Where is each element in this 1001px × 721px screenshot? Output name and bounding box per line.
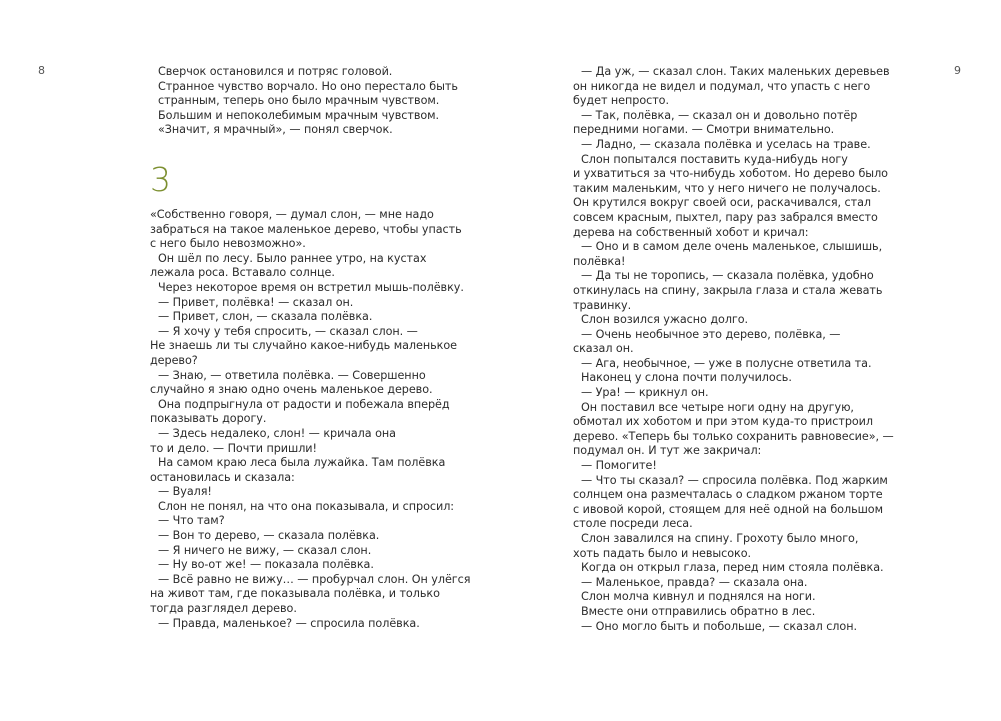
text-line: таким маленьким, что у него ничего не получалось. bbox=[573, 181, 881, 195]
text-line: Он шёл по лесу. Было раннее утро, на кустах bbox=[158, 251, 427, 265]
text-line: — Что ты сказал? — спросила полёвка. Под жарким bbox=[581, 473, 888, 487]
right-column-paragraphs bbox=[573, 65, 894, 634]
text-line: — Привет, слон, — сказала полёвка. bbox=[158, 310, 373, 324]
text-line: травинку. bbox=[573, 298, 632, 312]
text-line: — Я ничего не вижу, — сказал слон. bbox=[158, 543, 372, 557]
text-line: Слон возился ужасно долго. bbox=[581, 313, 749, 327]
text-line: хоть падать было и невысоко. bbox=[573, 546, 752, 560]
text-line: Не знаешь ли ты случайно какое-нибудь маленькое bbox=[150, 339, 457, 353]
text-line: — Помогите! bbox=[581, 459, 657, 473]
text-line: — Оно могло быть и побольше, — сказал слон. bbox=[581, 619, 857, 633]
text-line: столе посреди леса. bbox=[573, 517, 693, 531]
text-line: на живот там, где показывала полёвка, и только bbox=[150, 587, 440, 601]
text-line: передними ногами. — Смотри внимательно. bbox=[573, 123, 835, 137]
text-line: «Собственно говоря, — думал слон, — мне надо bbox=[150, 208, 434, 221]
text-line: На самом краю леса была лужайка. Там полёвка bbox=[158, 456, 446, 470]
text-line: странным, теперь оно было мрачным чувством. bbox=[158, 94, 440, 108]
text-line: обмотал их хоботом и при этом куда-то пристроил bbox=[573, 415, 873, 429]
text-line: Вместе они отправились обратно в лес. bbox=[581, 604, 816, 618]
text-line: — Вон то дерево, — сказала полёвка. bbox=[158, 529, 380, 543]
text-line: тогда разглядел дерево. bbox=[150, 602, 297, 616]
left-bottom-paragraphs bbox=[150, 208, 470, 631]
text-line: и ухватиться за что-нибудь хоботом. Но дерево было bbox=[573, 167, 888, 181]
text-line: Он поставил все четыре ноги одну на другую, bbox=[581, 400, 854, 414]
text-line: сказал он. bbox=[573, 342, 634, 356]
text-line: забраться на такое маленькое дерево, чтобы упасть bbox=[150, 222, 462, 236]
text-line: Сверчок остановился и потряс головой. bbox=[158, 65, 393, 78]
text-line: Он крутился вокруг своей оси, раскачивался, стал bbox=[573, 196, 872, 210]
text-line: — Вуаля! bbox=[158, 485, 212, 499]
text-line: то и дело. — Почти пришли! bbox=[150, 441, 317, 455]
text-line: Слон не понял, на что она показывала, и спросил: bbox=[158, 499, 455, 513]
text-line: — Я хочу у тебя спросить, — сказал слон. — bbox=[158, 324, 418, 338]
text-line: дерева на собственный хобот и кричал: bbox=[573, 225, 809, 239]
text-line: — Правда, маленькое? — спросила полёвка. bbox=[158, 616, 420, 630]
text-line: Слон молча кивнул и поднялся на ноги. bbox=[581, 590, 816, 604]
text-line: — Ладно, — сказала полёвка и уселась на траве. bbox=[581, 137, 871, 151]
text-line: — Всё равно не вижу… — пробурчал слон. Он улёгся bbox=[158, 572, 471, 586]
text-line: Наконец у слона почти получилось. bbox=[581, 371, 792, 385]
text-line: с него было невозможно». bbox=[150, 237, 306, 251]
text-line: Слон завалился на спину. Грохоту было много, bbox=[581, 532, 859, 545]
text-line: — Ну во-от же! — показала полёвка. bbox=[158, 558, 374, 572]
text-line: — Оно и в самом деле очень маленькое, слышишь, bbox=[581, 240, 883, 254]
text-line: подумал он. И тут же закричал: bbox=[573, 444, 762, 458]
text-line: дерево. «Теперь бы только сохранить равновесие», — bbox=[573, 429, 894, 443]
text-line: случайно я знаю одно очень маленькое дерево. bbox=[150, 383, 433, 397]
left-top-paragraphs bbox=[150, 65, 458, 138]
text-line: показывать дорогу. bbox=[150, 412, 267, 426]
text-line: Когда он открыл глаза, перед ним стояла полёвка. bbox=[581, 561, 884, 575]
text-line: — Что там? bbox=[158, 514, 225, 528]
text-line: Странное чувство ворчало. Но оно перестало быть bbox=[158, 79, 458, 93]
text-line: Она подпрыгнула от радости и побежала вперёд bbox=[158, 397, 450, 411]
text-line: он никогда не видел и подумал, что упасть с него bbox=[573, 79, 871, 93]
text-line: откинулась на спину, закрыла глаза и стала жевать bbox=[573, 283, 883, 297]
text-line: — Да уж, — сказал слон. Таких маленьких деревьев bbox=[581, 65, 890, 78]
text-line: дерево? bbox=[150, 353, 198, 367]
text-line: Слон попытался поставить куда-нибудь ногу bbox=[581, 152, 848, 166]
text-line: «Значит, я мрачный», — понял сверчок. bbox=[158, 123, 393, 137]
text-line: — Здесь недалеко, слон! — кричала она bbox=[158, 426, 396, 440]
chapter-number: 3 bbox=[150, 160, 171, 199]
text-line: совсем красным, пыхтел, пару раз забрался вместо bbox=[573, 210, 878, 224]
text-line: солнцем она размечталась о сладком ржаном торте bbox=[573, 488, 883, 502]
text-line: — Ура! — крикнул он. bbox=[581, 386, 709, 400]
text-line: остановилась и сказала: bbox=[150, 470, 295, 484]
text-line: — Да ты не торопись, — сказала полёвка, удобно bbox=[581, 269, 874, 283]
text-line: — Так, полёвка, — сказал он и довольно потёр bbox=[581, 108, 858, 122]
page-number-left: 8 bbox=[38, 64, 45, 77]
text-line: Через некоторое время он встретил мышь-полёвку. bbox=[158, 280, 464, 294]
text-line: — Маленькое, правда? — сказала она. bbox=[581, 575, 808, 589]
text-line: — Очень необычное это дерево, полёвка, — bbox=[581, 327, 841, 341]
text-line: лежала роса. Вставало солнце. bbox=[150, 266, 335, 280]
text-line: — Ага, необычное, — уже в полусне ответила та. bbox=[581, 356, 872, 370]
text-line: — Привет, полёвка! — сказал он. bbox=[158, 295, 354, 309]
text-line: будет непросто. bbox=[573, 94, 669, 108]
text-line: Большим и непоколебимым мрачным чувством. bbox=[158, 108, 440, 122]
text-line: — Знаю, — ответила полёвка. — Совершенно bbox=[158, 368, 426, 382]
text-line: с ивовой корой, стоящем для неё одной на большом bbox=[573, 502, 883, 516]
page-number-right: 9 bbox=[954, 64, 961, 77]
text-line: полёвка! bbox=[573, 254, 626, 268]
